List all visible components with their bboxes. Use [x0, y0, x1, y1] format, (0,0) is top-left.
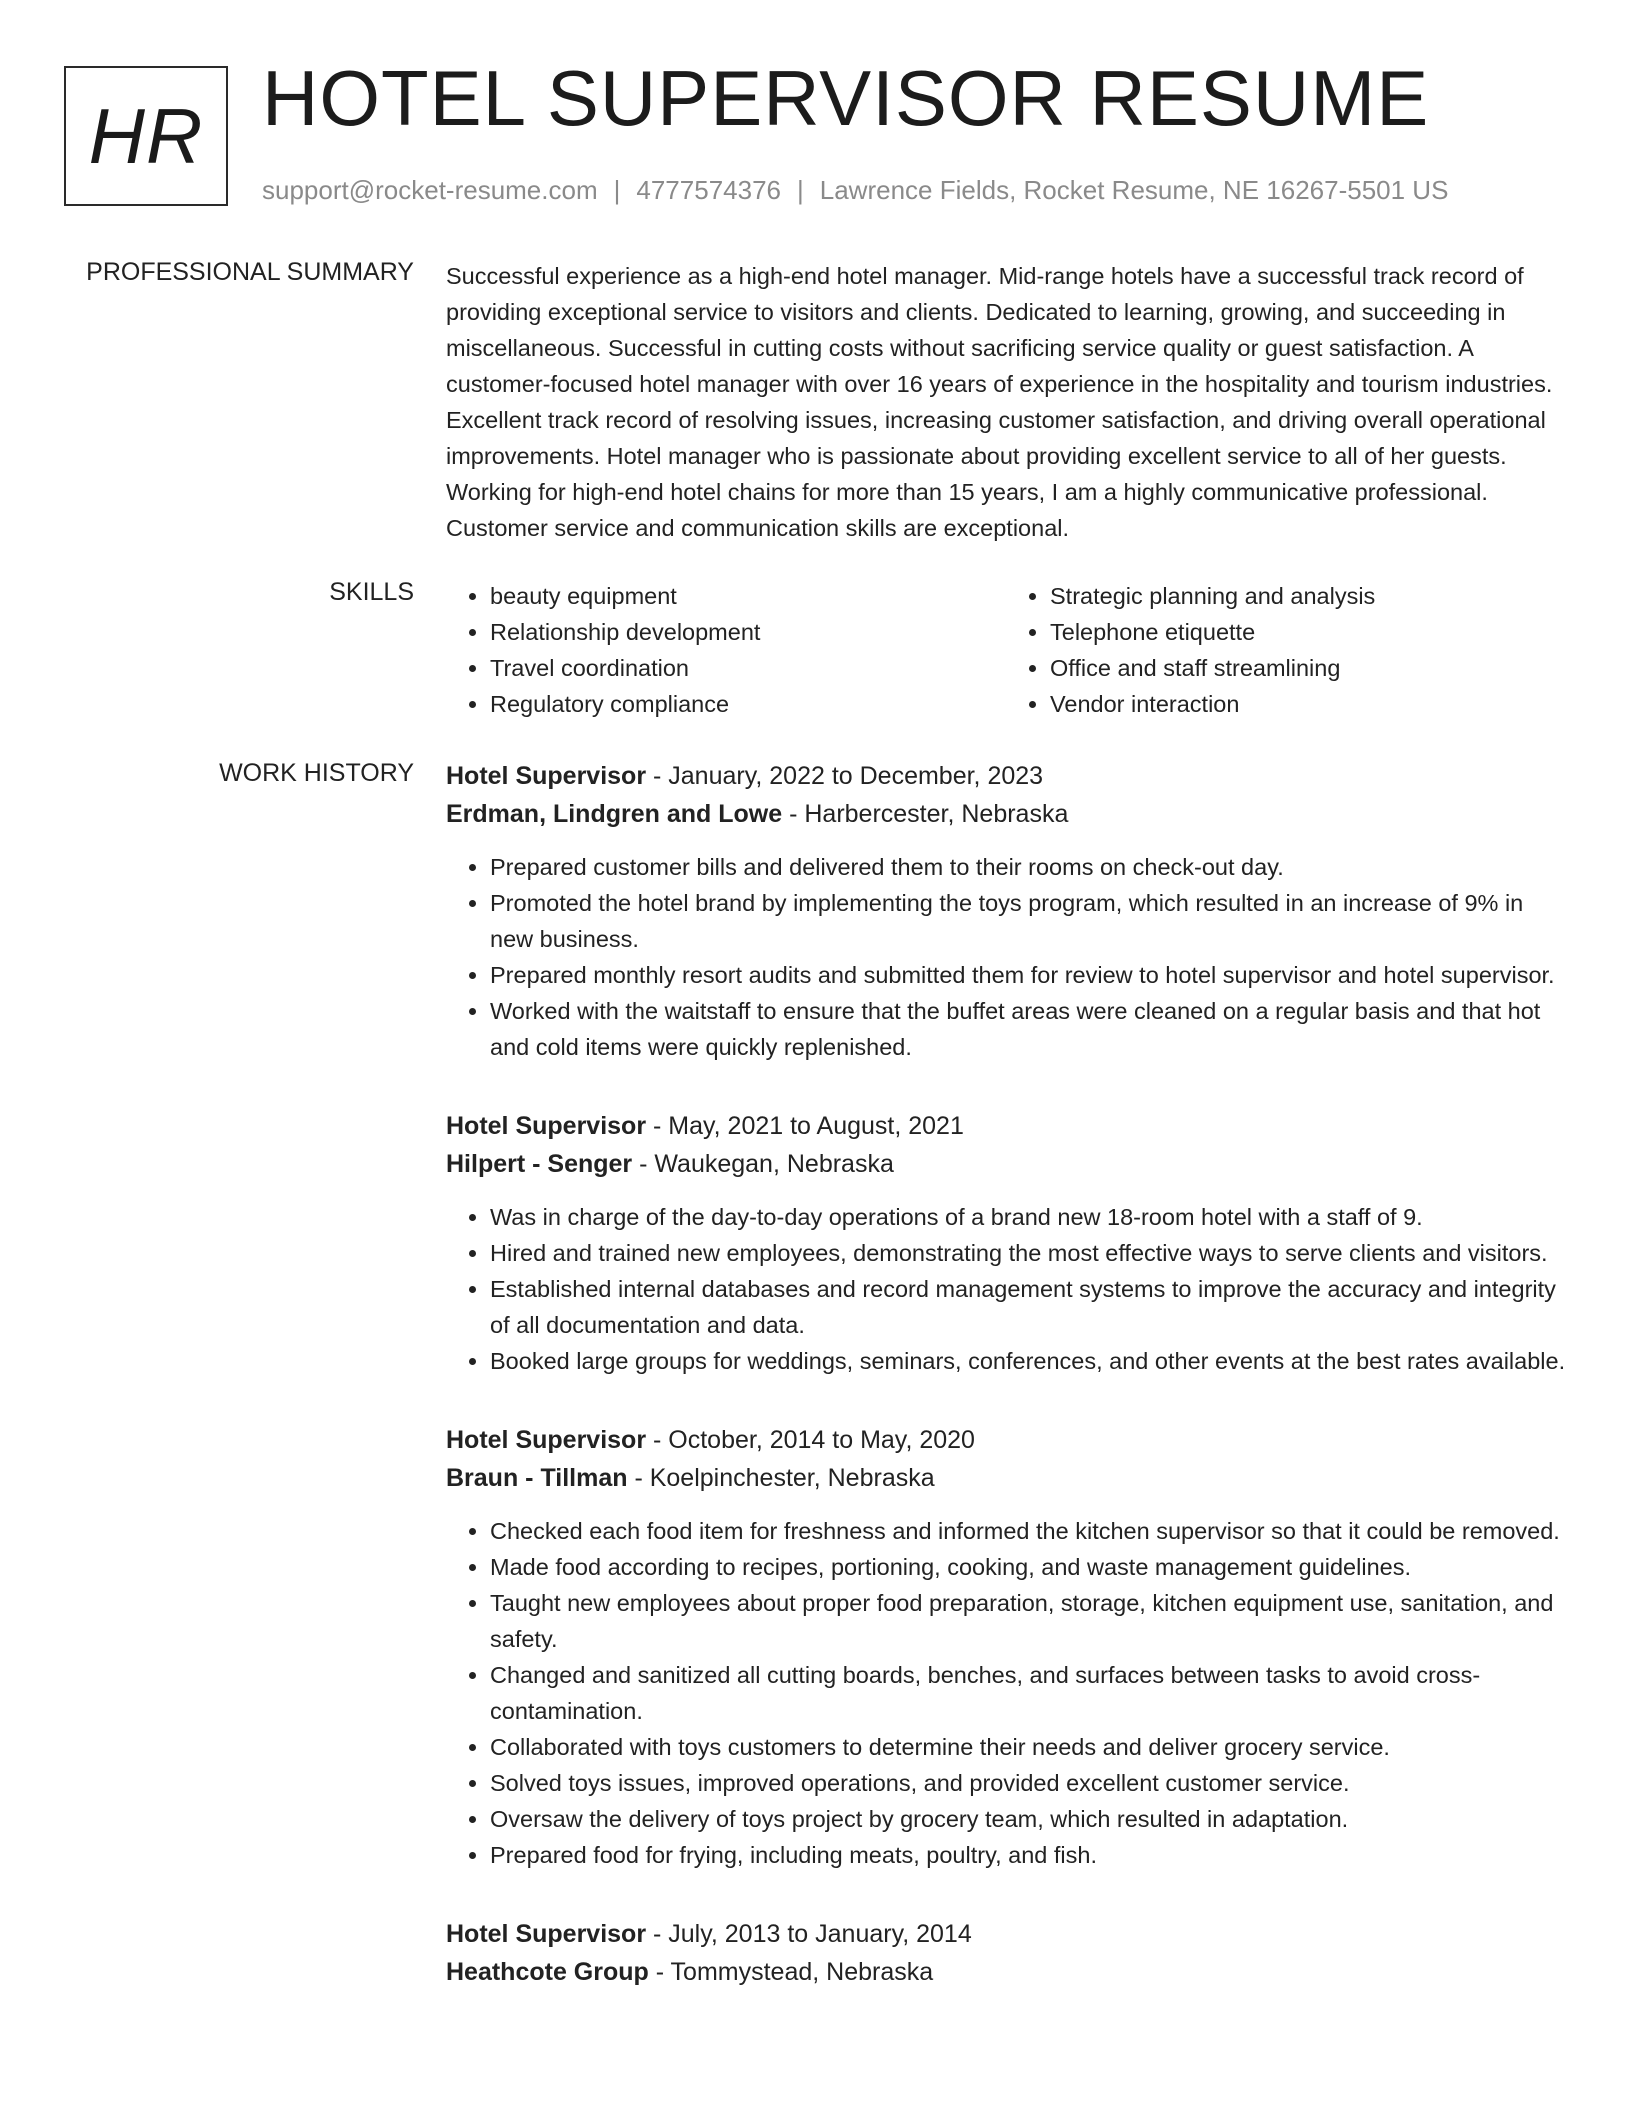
contact-line [262, 175, 1448, 206]
skills-list [446, 578, 1566, 722]
job-bullet: • Solved toys issues, improved operations, and provided excellent customer service. [490, 1765, 1566, 1801]
job-location: - Tommystead, Nebraska [648, 1958, 934, 1986]
job-entry [446, 1107, 1566, 1379]
work-history-heading: WORK HISTORY [219, 759, 414, 787]
job-bullet: • Taught new employees about proper food preparation, storage, kitchen equipment use, sanitation, and safety. [490, 1585, 1566, 1657]
job-bullets [446, 849, 1566, 1065]
skill-item: • Travel coordination [490, 650, 1006, 686]
skill-item: • Office and staff streamlining [1050, 650, 1566, 686]
job-bullet: • Established internal databases and record management systems to improve the accuracy and integrity of all documentation and data. [490, 1271, 1566, 1343]
job-company: Heathcote Group [446, 1958, 649, 1986]
job-company: Erdman, Lindgren and Lowe [446, 800, 783, 828]
job-title-line [446, 1107, 1566, 1145]
contact-phone[interactable]: 4777574376 [636, 175, 781, 205]
job-bullet: • Prepared monthly resort audits and submitted them for review to hotel supervisor and hotel supervisor. [490, 957, 1566, 993]
job-dates: - July, 2013 to January, 2014 [646, 1920, 972, 1948]
job-company: Hilpert - Senger [446, 1150, 633, 1178]
job-bullet: • Worked with the waitstaff to ensure that the buffet areas were cleaned on a regular basis and that hot and cold items were quickly replenished. [490, 993, 1566, 1065]
job-title-line [446, 1915, 1566, 1953]
skill-item: • Regulatory compliance [490, 686, 1006, 722]
skills-heading: SKILLS [329, 578, 414, 606]
job-bullets [446, 1513, 1566, 1873]
job-dates: - October, 2014 to May, 2020 [646, 1426, 975, 1454]
job-location: - Harbercester, Nebraska [782, 800, 1069, 828]
job-company-line [446, 1953, 1566, 1991]
job-title-line [446, 757, 1566, 795]
contact-separator: | [797, 175, 804, 205]
job-title: Hotel Supervisor [446, 1426, 647, 1454]
job-bullet: • Booked large groups for weddings, seminars, conferences, and other events at the best rates available. [490, 1343, 1566, 1379]
job-title-line [446, 1421, 1566, 1459]
job-bullet: • Promoted the hotel brand by implementing the toys program, which resulted in an increase of 9% in new business. [490, 885, 1566, 957]
job-bullet: • Oversaw the delivery of toys project by grocery team, which resulted in adaptation. [490, 1801, 1566, 1837]
summary-text: Successful experience as a high-end hotel manager. Mid-range hotels have a successful track record of providing exceptional service to visitors and clients. Dedicated to learning, growing, and succeeding in miscellaneous. Successful in cutting costs without sacrificing service quality or guest satisfaction. A customer-focused hotel manager with over 16 years of experience in the hospitality and tourism industries. Excellent track record of resolving issues, increasing customer satisfaction, and driving overall operational improvements. Hotel manager who is passionate about providing excellent service to all of her guests. Working for high-end hotel chains for more than 15 years, I am a highly communicative professional. Customer service and communication skills are exceptional. [446, 263, 1553, 541]
job-title: Hotel Supervisor [446, 1920, 647, 1948]
job-company-line [446, 1145, 1566, 1183]
job-bullet: • Was in charge of the day-to-day operations of a brand new 18-room hotel with a staff of 9. [490, 1199, 1566, 1235]
resume-title: HOTEL SUPERVISOR RESUME [262, 54, 1430, 142]
skill-item: • Telephone etiquette [1050, 614, 1566, 650]
job-title: Hotel Supervisor [446, 762, 647, 790]
job-entry [446, 1915, 1566, 1991]
job-entry [446, 1421, 1566, 1873]
job-entry [446, 757, 1566, 1065]
skill-item: • Vendor interaction [1050, 686, 1566, 722]
job-dates: - May, 2021 to August, 2021 [646, 1112, 964, 1140]
skill-item: • Strategic planning and analysis [1050, 578, 1566, 614]
job-location: - Koelpinchester, Nebraska [627, 1464, 935, 1492]
contact-separator: | [613, 175, 621, 205]
job-bullet: • Changed and sanitized all cutting boards, benches, and surfaces between tasks to avoid cross-contamination. [490, 1657, 1566, 1729]
skill-item: • beauty equipment [490, 578, 1006, 614]
job-location: - Waukegan, Nebraska [632, 1150, 894, 1178]
job-bullet: • Checked each food item for freshness and informed the kitchen supervisor so that it could be removed. [490, 1513, 1566, 1549]
job-company: Braun - Tillman [446, 1464, 628, 1492]
job-bullets [446, 1199, 1566, 1379]
job-bullet: • Hired and trained new employees, demonstrating the most effective ways to serve clients and visitors. [490, 1235, 1566, 1271]
skills-column-1 [446, 578, 1006, 722]
job-bullet: • Collaborated with toys customers to determine their needs and deliver grocery service. [490, 1729, 1566, 1765]
summary-heading: PROFESSIONAL SUMMARY [86, 258, 414, 286]
monogram-logo: HR [64, 66, 228, 206]
contact-email[interactable]: support@rocket-resume.com [262, 175, 598, 205]
job-bullet: • Prepared food for frying, including meats, poultry, and fish. [490, 1837, 1566, 1873]
skills-column-2 [1006, 578, 1566, 722]
job-bullet: • Made food according to recipes, portioning, cooking, and waste management guidelines. [490, 1549, 1566, 1585]
job-company-line [446, 1459, 1566, 1497]
job-dates: - January, 2022 to December, 2023 [646, 762, 1044, 790]
job-company-line [446, 795, 1566, 833]
work-history-list [446, 757, 1566, 2033]
contact-address: Lawrence Fields, Rocket Resume, NE 16267-5501 US [819, 175, 1449, 205]
job-bullet: • Prepared customer bills and delivered them to their rooms on check-out day. [490, 849, 1566, 885]
job-title: Hotel Supervisor [446, 1112, 647, 1140]
skill-item: • Relationship development [490, 614, 1006, 650]
